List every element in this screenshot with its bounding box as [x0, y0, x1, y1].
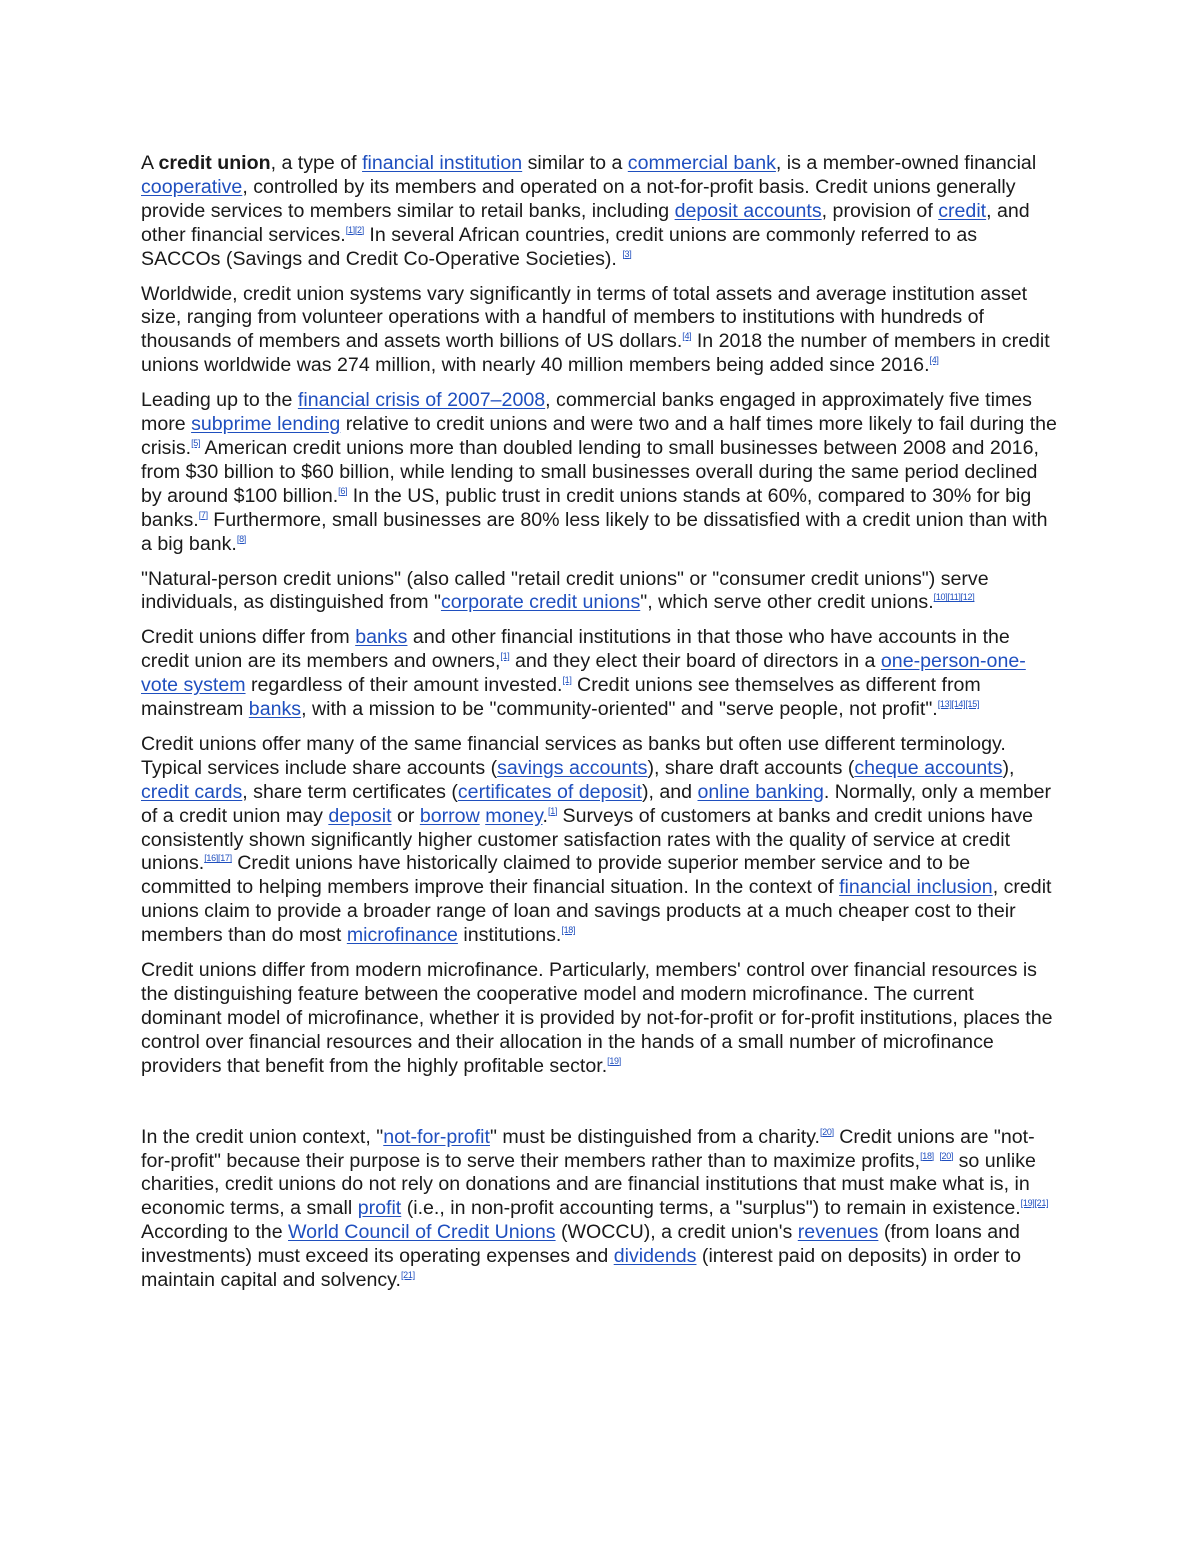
wiki-link[interactable]: one-person-one-vote system: [141, 650, 1026, 697]
text-run: similar to a: [522, 152, 628, 174]
wiki-link[interactable]: dividends: [613, 1245, 697, 1268]
text-run: (i.e., in non-profit accounting terms, a "surplus") to remain in existence.: [401, 1197, 1021, 1220]
text-run: , share term certificates (: [242, 780, 458, 803]
text-run: ), and: [641, 780, 698, 803]
text-run: . Normally, only a member of a credit union may: [141, 780, 1052, 827]
wiki-link[interactable]: financial crisis of 2007–2008: [297, 389, 546, 412]
text-run: , with a mission to be "community-oriented" and "serve people, not profit".: [301, 698, 938, 721]
paragraph-definition: [141, 152, 1059, 272]
wiki-link[interactable]: borrow: [419, 804, 480, 827]
text-run: "Natural-person credit unions" (also called "retail credit unions" or "consumer credit unions") serve individuals, as distinguished from ": [141, 567, 989, 614]
citation-ref[interactable]: [19][21]: [1020, 1198, 1049, 1209]
text-run: Credit unions see themselves as different from mainstream: [141, 674, 981, 721]
citation-ref[interactable]: [20]: [820, 1126, 834, 1137]
wiki-link[interactable]: World Council of Credit Unions: [288, 1221, 556, 1244]
citation-ref[interactable]: [7]: [198, 509, 208, 520]
wiki-link[interactable]: cheque accounts: [854, 756, 1003, 779]
wiki-link[interactable]: certificates of deposit: [457, 780, 642, 803]
wiki-link[interactable]: deposit: [328, 804, 392, 827]
text-run: A: [141, 152, 159, 174]
text-run: (interest paid on deposits) in order to maintain capital and solvency.: [141, 1245, 1022, 1292]
text-run: and they elect their board of directors in a: [509, 650, 881, 673]
paragraph-worldwide: [141, 283, 1059, 379]
text-run: and other financial institutions in that those who have accounts in the credit union are its members and owners,: [141, 626, 1010, 673]
citation-ref[interactable]: [16][17]: [204, 853, 232, 864]
wiki-link[interactable]: credit cards: [141, 780, 243, 803]
text-run: relative to credit unions and were two and a half times more likely to fail during the crisis.: [141, 413, 1057, 459]
text-run: According to the: [141, 1221, 289, 1244]
text-run: , provision of: [821, 199, 939, 222]
text-run: Credit unions differ from: [141, 626, 356, 649]
wiki-link[interactable]: subprime lending: [191, 413, 341, 436]
wiki-link[interactable]: revenues: [797, 1221, 879, 1244]
wiki-link[interactable]: cooperative: [141, 175, 243, 198]
text-run: institutions.: [457, 924, 562, 947]
paragraph-not-for-profit: [141, 1126, 1059, 1293]
text-run: Credit unions differ from modern microfinance. Particularly, members' control over financial resources is the distinguishing feature between the cooperative model and modern microfinance. The current dominant model of microfinance, whether it is provided by not-for-profit or for-profit institutions, places the control over financial resources and their allocation in the hands of a small number of microfinance providers that benefit from the highly profitable sector.: [141, 959, 1053, 1077]
text-run: ), share draft accounts (: [647, 756, 855, 779]
wiki-link[interactable]: credit: [938, 199, 987, 222]
citation-ref[interactable]: [5]: [191, 437, 201, 448]
wiki-link[interactable]: online banking: [697, 780, 824, 803]
citation-ref[interactable]: [4]: [929, 355, 939, 366]
text-run: American credit unions more than doubled lending to small businesses between 2008 and 2016, from $30 billion to $60 billion, while lending to small businesses overall during the same period declined by around $100 billion.: [141, 436, 1039, 507]
text-run: (from loans and investments) must exceed its operating expenses and: [141, 1221, 1020, 1268]
text-run: In 2018 the number of members in credit unions worldwide was 274 million, with nearly 40 million members being added since 2016.: [141, 330, 1050, 377]
text-run: .: [542, 804, 548, 827]
wiki-link[interactable]: banks: [248, 698, 302, 721]
text-run: ", which serve other credit unions.: [640, 591, 934, 614]
text-run: Credit unions have historically claimed to provide superior member service and to be committed to helping members improve their financial situation. In the context of: [141, 852, 971, 899]
text-run: , controlled by its members and operated on a not-for-profit basis. Credit unions generally provide services to members similar to retail banks, including: [141, 175, 1016, 222]
wiki-link[interactable]: banks: [355, 626, 408, 649]
text-run: " must be distinguished from a charity.: [489, 1125, 820, 1148]
text-run: Worldwide, credit union systems vary significantly in terms of total assets and average institution asset size, ranging from volunteer operations with a handful of members to institutions with hundreds of thousands of members and assets worth billions of US dollars.: [141, 282, 1028, 353]
wiki-link[interactable]: commercial bank: [627, 152, 776, 174]
citation-ref[interactable]: [19]: [607, 1055, 621, 1066]
text-run: ),: [1002, 756, 1015, 779]
text-run: Furthermore, small businesses are 80% less likely to be dissatisfied with a credit union than with a big bank.: [141, 508, 1048, 555]
text-run: In several African countries, credit unions are commonly referred to as SACCOs (Savings and Credit Co-Operative Societies).: [141, 223, 978, 270]
text-run: , and other financial services.: [141, 199, 1030, 246]
citation-ref[interactable]: [13][14][15]: [937, 699, 980, 710]
citation-ref[interactable]: [3]: [622, 248, 632, 259]
paragraph-natural-person: [141, 568, 1059, 616]
paragraph-differ-from-banks: [141, 626, 1059, 722]
citation-ref[interactable]: [18]: [920, 1150, 934, 1161]
wiki-link[interactable]: corporate credit unions: [440, 591, 641, 614]
text-run: In the credit union context, ": [141, 1125, 384, 1148]
citation-ref[interactable]: [8]: [236, 533, 246, 544]
citation-ref[interactable]: [10][11][12]: [933, 592, 975, 603]
text-run: In the US, public trust in credit unions stands at 60%, compared to 30% for big banks.: [141, 484, 1032, 531]
bold-term: credit union: [158, 152, 271, 174]
text-run: , credit unions claim to provide a broader range of loan and savings products at a much cheaper cost to their members than do most: [141, 876, 1052, 947]
wiki-link[interactable]: money: [485, 804, 543, 827]
wiki-link[interactable]: deposit accounts: [674, 199, 822, 222]
text-run: Leading up to the: [141, 389, 298, 412]
text-run: Credit unions are "not-for-profit" because their purpose is to serve their members rather than to maximize profits,: [141, 1125, 1035, 1172]
text-run: (WOCCU), a credit union's: [555, 1221, 798, 1244]
text-run: , commercial banks engaged in approximately five times more: [141, 389, 1032, 436]
text-run: Surveys of customers at banks and credit unions have consistently shown significantly higher customer satisfaction rates with the quality of service at credit unions.: [141, 804, 1034, 875]
wiki-link[interactable]: financial inclusion: [839, 876, 993, 899]
citation-ref[interactable]: [21]: [400, 1270, 415, 1281]
text-run: , is a member-owned financial: [775, 152, 1037, 174]
wiki-link[interactable]: savings accounts: [497, 756, 648, 779]
paragraph-services: [141, 733, 1059, 948]
wiki-link[interactable]: financial institution: [362, 152, 523, 174]
citation-ref[interactable]: [20]: [939, 1150, 954, 1161]
paragraph-microfinance: [141, 959, 1059, 1079]
text-run: Credit unions offer many of the same financial services as banks but often use different terminology. Typical services include share accounts (: [141, 732, 1006, 779]
citation-ref[interactable]: [1]: [548, 805, 558, 816]
citation-ref[interactable]: [6]: [338, 485, 348, 496]
wiki-link[interactable]: not-for-profit: [383, 1125, 490, 1148]
text-run: or: [391, 804, 420, 827]
citation-ref[interactable]: [4]: [682, 331, 692, 342]
text-run: regardless of their amount invested.: [245, 674, 563, 697]
wiki-link[interactable]: profit: [357, 1197, 402, 1220]
text-run: , a type of: [270, 152, 363, 174]
document-page: [141, 152, 1059, 1304]
citation-ref[interactable]: [18]: [561, 925, 576, 936]
citation-ref[interactable]: [1]: [562, 675, 572, 686]
citation-ref[interactable]: [1][2]: [345, 224, 364, 235]
wiki-link[interactable]: microfinance: [346, 924, 458, 947]
citation-ref[interactable]: [1]: [500, 651, 510, 662]
text-run: so unlike charities, credit unions do not rely on donations and are financial institutions that must make what is, in economic terms, a small: [141, 1149, 1036, 1220]
paragraph-financial-crisis: [141, 389, 1059, 556]
